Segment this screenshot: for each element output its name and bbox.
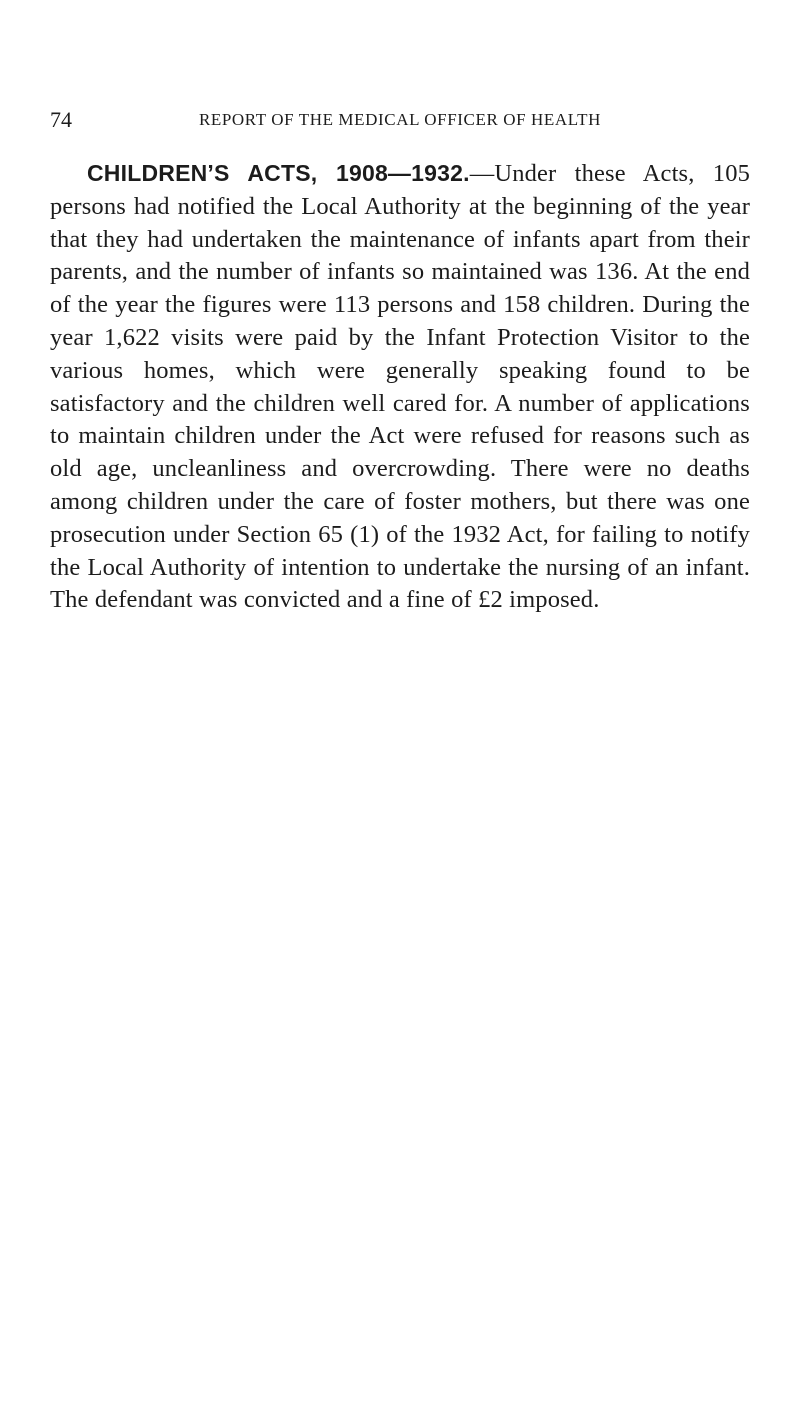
page-header: [50, 105, 750, 135]
section-paragraph: [50, 157, 750, 617]
section-body: —Under these Acts, 105 persons had notified the Local Authority at the beginning of the year that they had undertaken the maintenance of infants apart from their parents, and the number of infants so maintained was 136. At the end of the year the figures were 113 persons and 158 children. During the year 1,622 visits were paid by the Infant Protection Visitor to the various homes, which were generally speaking found to be satisfactory and the children well cared for. A number of applications to maintain children under the Act were refused for reasons such as old age, uncleanliness and overcrowding. There were no deaths among children under the care of foster mothers, but there was one prosecution under Section 65 (1) of the 1932 Act, for failing to notify the Local Authority of intention to undertake the nursing of an infant. The defendant was convicted and a fine of £2 imposed.: [50, 160, 750, 614]
running-title: REPORT OF THE MEDICAL OFFICER OF HEALTH: [198, 110, 602, 129]
section-heading: CHILDREN’S ACTS, 1908—1932.: [87, 160, 470, 186]
page-number: 74: [50, 107, 72, 132]
